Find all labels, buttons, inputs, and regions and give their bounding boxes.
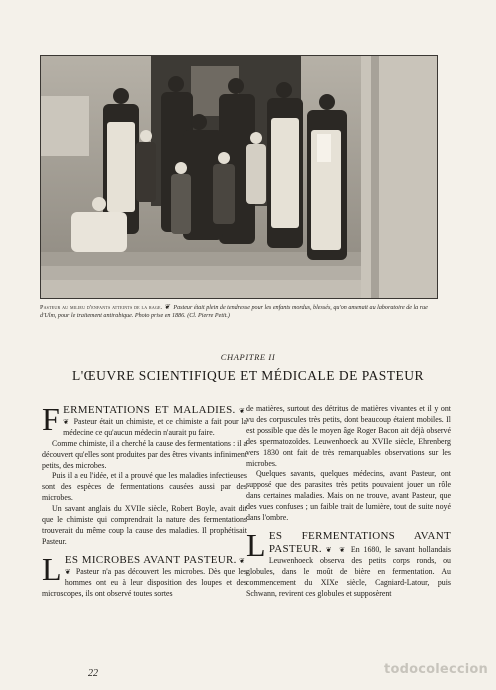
fleuron-icon: ❦ ❦ <box>325 545 348 554</box>
fleuron-icon: ❦ ❦ <box>64 556 247 576</box>
paragraph: Quelques savants, quelques médecins, avant Pasteur, ont supposé que des parasites très petits pouvaient jouer un rôle dans certaines maladies. Mais on ne trouve, avant Pasteur, que des vues confuses ; un faible trait de lumière, tout de suite noyé dans l'ombre. <box>246 469 451 523</box>
watermark: todocoleccion <box>384 662 488 677</box>
paragraph: Pasteur était un chimiste, et ce chimiste a fait pour la médecine ce qu'aucun médecin n'aurait pu faire. <box>63 416 247 437</box>
historical-photograph <box>40 55 438 299</box>
left-column <box>42 401 248 599</box>
fleuron-icon: ❦ <box>163 303 172 311</box>
section-heading-fermentations-avant: LES FERMENTATIONS AVANT PASTEUR. <box>246 526 451 563</box>
chapter-label: CHAPITRE II <box>220 352 276 362</box>
paragraph: Comme chimiste, il a cherché la cause des fermentations : il a découvert qu'elles sont produites par des êtres vivants infiniment petits, des microbes. <box>42 438 248 470</box>
caption-body: Pasteur était plein de tendresse pour les enfants mordus, blessés, qu'on amenait au laboratoire de la rue d'Ulm, pour le traitement antirabique. Photo prise en 1886. (Cl. Pierre Petit.) <box>40 305 428 319</box>
paragraph: En 1680, le savant hollandais Leuwenhoeck observa des petits corps ronds, ou globules, dans le moût de bière en fermentation. Au commencement du XIXe siècle, Cagniard-Latour, puis Schwann, revirent ces globules et supposèrent <box>246 544 451 598</box>
page-number: 22 <box>88 668 98 679</box>
paragraph: Un savant anglais du XVIIe siècle, Robert Boyle, avait dit que le chimiste qui comprendrait la nature des fermentations trouverait du même coup la cause des maladies. Il prophétisait Pasteur. <box>42 504 247 546</box>
section-heading-fermentations: FERMENTATIONS ET MALADIES. <box>42 401 236 437</box>
drop-cap: L <box>246 526 266 563</box>
paragraph: de matières, surtout des détritus de matières vivantes et il y ont vu des corpuscules très petits, dont beaucoup étaient mobiles. Il est possible que dès le moyen âge Roger Bacon ait déjà observé des spermatozoïdes. Leuwenhoeck au XVIIe siècle, Ehrenberg vers 1830 ont fait de très remarquables observations sur les microbes. <box>246 404 451 468</box>
fleuron-icon: ❦ ❦ <box>63 407 247 426</box>
drop-cap: F <box>42 401 61 437</box>
caption-lead: Pasteur au milieu d'enfants atteints de la rage. <box>40 305 163 311</box>
paragraph: Puis il a eu l'idée, et il a prouvé que les maladies infectieuses sont des espèces de fermentations causées aussi par des microbes. <box>42 471 247 503</box>
drop-cap: L <box>42 550 62 587</box>
section-heading-microbes: LES MICROBES AVANT PASTEUR. <box>42 550 237 587</box>
photo-illustration <box>41 56 437 298</box>
chapter-title: L'ŒUVRE SCIENTIFIQUE ET MÉDICALE DE PASTEUR <box>71 368 425 383</box>
photo-caption <box>40 303 440 320</box>
paragraph: Pasteur n'a pas découvert les microbes. Dès que les hommes ont eu à leur disposition des loupes et des microscopes, ils ont observé toutes sortes <box>42 566 247 598</box>
right-column <box>246 404 451 599</box>
